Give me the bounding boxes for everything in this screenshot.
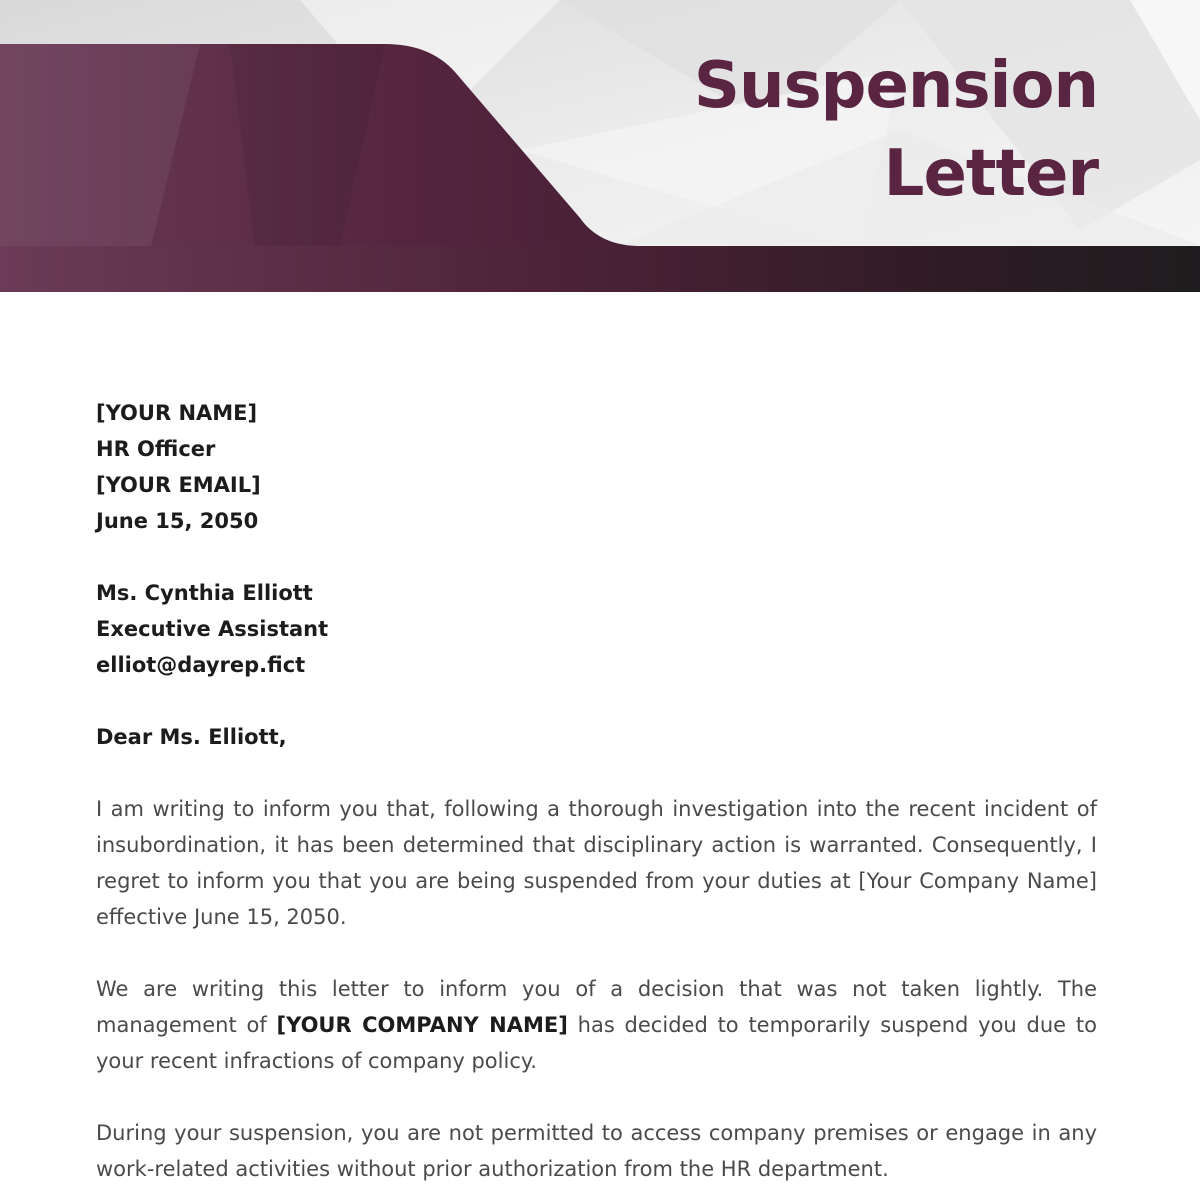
recipient-email: elliot@dayrep.fict [96,653,306,677]
letter-header-banner [0,0,1200,292]
document-title-line-2: Letter [883,137,1098,211]
sender-position: HR Officer [96,437,216,461]
body-paragraph-2-end: has decided to temporarily suspend you due to your recent infractions of company policy. [96,1013,1097,1073]
salutation [96,719,1097,755]
body-paragraph-3: During your suspension, you are not permitted to access company premises or engage in any work-related activities without prior authorization from the HR department. [96,1121,1097,1181]
sender-block [96,395,1097,539]
body-paragraph-2 [96,971,1097,1079]
sender-email: [YOUR EMAIL] [96,473,261,497]
body-paragraph-1: I am writing to inform you that, following a thorough investigation into the recent incident of insubordination, it has been determined that disciplinary action is warranted. Consequently, I regret to inform you that you are being suspended from your duties at [Your Company Name] effective June 15, 2050. [96,797,1097,929]
body-paragraph-2-start: We are writing this letter to inform you of a decision that was not taken lightly. The management of [96,977,1097,1037]
letter-body [96,395,1097,1200]
recipient-name: Ms. Cynthia Elliott [96,581,313,605]
document-title-line-1: Suspension [693,49,1098,123]
sender-name: [YOUR NAME] [96,401,258,425]
company-name-placeholder: [YOUR COMPANY NAME] [276,1013,568,1037]
recipient-position: Executive Assistant [96,617,329,641]
document-title [694,42,1098,218]
recipient-block [96,575,1097,683]
salutation-text: Dear Ms. Elliott, [96,725,287,749]
letter-date: June 15, 2050 [96,509,259,533]
